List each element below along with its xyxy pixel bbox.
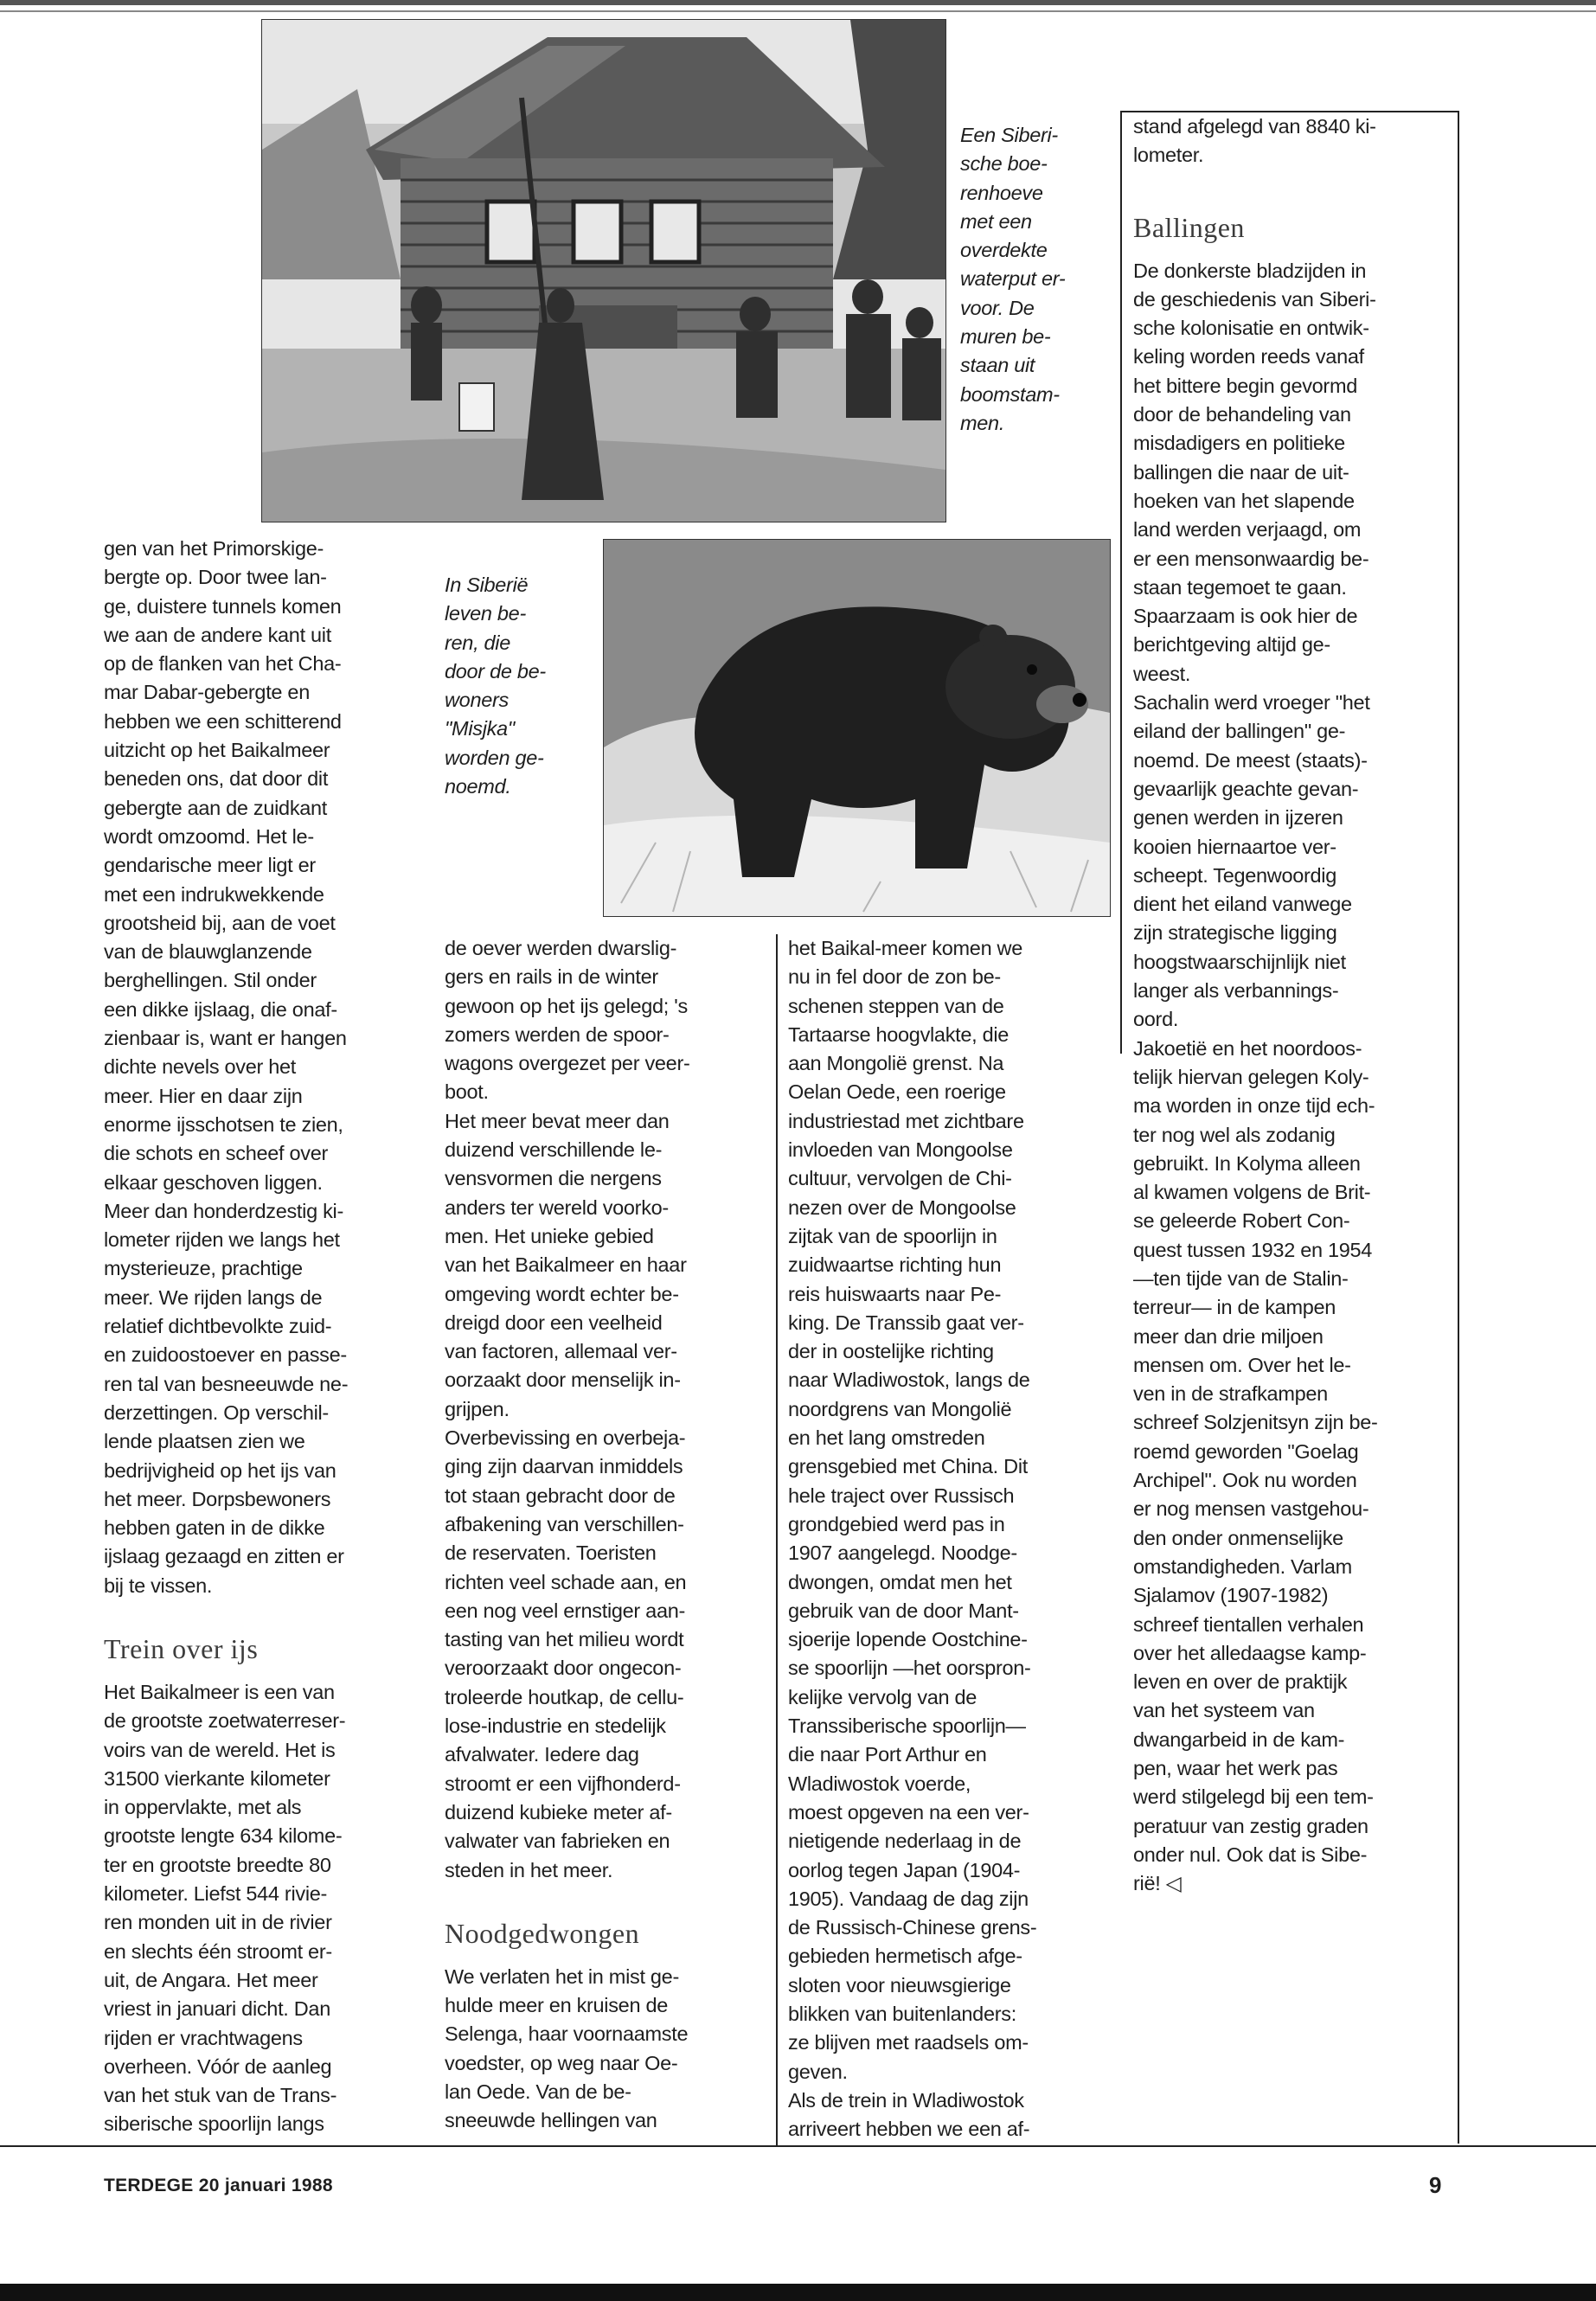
- col1-paragraph-1: gen van het Primorskige- bergte op. Door twee lan- ge, duistere tunnels komen we aan de andere kant uit op de flanken van het Cha- mar Dabar-gebergte en hebben we een schitterend uitzicht op het Baikalmeer beneden ons, dat door dit gebergte aan de zuidkant wordt omzoomd. Het le- gendarische meer ligt er met een indrukwekkende grootsheid bij, aan de voet van de blauwglanzende berghellingen. Stil onder een dikke ijslaag, die onaf- zienbaar is, want er hangen dichte nevels over het meer. Hier en daar zijn enorme ijsschotsen te zien, die schots en scheef over elkaar geschoven liggen. Meer dan honderdzestig ki- lometer rijden we langs het mysterieuze, prachtige meer. We rijden langs de relatief dichtbevolkte zuid- en zuidoostoever en passe- ren tal van besneeuwde ne- derzettingen. Op verschil- lende plaatsen zien we bedrijvigheid op het ijs van het meer. Dorpsbewoners hebben gaten in de dikke ijslaag gezaagd en zitten er bij te vissen.: [104, 537, 349, 1597]
- farmhouse-caption: Een Siberi- sche boe- renhoeve met een overdekte waterput er- voor. De muren be- staan uit boomstam- men.: [960, 124, 1066, 434]
- col1-paragraph-2: Het Baikalmeer is een van de grootste zoetwaterreser- voirs van de wereld. Het is 31500 vierkante kilometer in oppervlakte, met als grootste lengte 634 kilome- ter en grootste breedte 80 kilometer. Liefst 544 rivie- ren monden uit in de rivier en slechts één stroomt er- uit, de Angara. Het meer vriest in januari dicht. Dan rijden er vrachtwagens overheen. Vóór de aanleg van het stuk van de Trans- siberische spoorlijn langs: [104, 1680, 346, 2136]
- col4-paragraph-3: Sachalin werd vroeger "het eiland der ballingen" ge- noemd. De meest (staats)- gevaarlijk geachte gevan- genen werden in ijzeren kooien hiernaartoe ver- scheept. Tegenwoordig dient het eiland vanwege zijn strategische ligging hoogstwaarschijnlijk niet langer als verbannings- oord.: [1133, 691, 1370, 1031]
- col2-paragraph-2: Het meer bevat meer dan duizend verschillende le- vensvormen die nergens anders ter wereld voorko- men. Het unieke gebied van het Baikalmeer en haar omgeving wordt echter be- dreigd door een veelheid van factoren, allemaal ver- oorzaakt door menselijk in- grijpen.: [445, 1109, 687, 1420]
- column-2: [445, 934, 765, 2136]
- bear-photo: [603, 539, 1111, 917]
- farmhouse-illustration: [262, 20, 945, 522]
- column-3: [788, 934, 1112, 2144]
- heading-trein-over-ijs: Trein over ijs: [104, 1632, 259, 1664]
- page-top-edge: [0, 0, 1596, 5]
- col4-paragraph-2: De donkerste bladzijden in de geschiedenis van Siberi- sche kolonisatie en ontwik- keling worden reeds vanaf het bittere begin gevormd door de behandeling van misdadigers en politieke ballingen die naar de uit- hoeken van het slapende land werden verjaagd, om er een mensonwaardig be- staan tegemoet te gaan. Spaarzaam is ook hier de berichtgeving altijd ge- weest.: [1133, 259, 1376, 685]
- bear-illustration: [604, 540, 1110, 916]
- col2-paragraph-1: de oever werden dwarslig- gers en rails in de winter gewoon op het ijs gelegd; 's zomers werden de spoor- wagons overgezet per veer- boot.: [445, 937, 690, 1104]
- col3-paragraph-1: het Baikal-meer komen we nu in fel door de zon be- schenen steppen van de Tartaarse hoogvlakte, die aan Mongolië grenst. Na Oelan Oede, een roerige industriestad met zichtbare invloeden van Mongoolse cultuur, vervolgen de Chi- nezen over de Mongoolse zijtak van de spoorlijn in zuidwaartse richting hun reis huiswaarts naar Pe- king. De Transsib gaat ver- der in oostelijke richting naar Wladiwostok, langs de noordgrens van Mongolië en het lang omstreden grensgebied met China. Dit hele traject over Russisch grondgebied werd pas in 1907 aangelegd. Noodge- dwongen, omdat men het gebruik van de door Mant- sjoerije lopende Oostchine- se spoorlijn —het oorspron- kelijke vervolg van de Transsiberische spoorlijn— die naar Port Arthur en Wladiwostok voerde, moest opgeven na een ver- nietigende nederlaag in de oorlog tegen Japan (1904- 1905). Vandaag de dag zijn de Russisch-Chinese grens- gebieden hermetisch afge- sloten voor nieuwsgierige blikken van buitenlanders: ze blijven met raadsels om- geven.: [788, 937, 1037, 2083]
- col4-paragraph-1: stand afgelegd van 8840 ki- lometer.: [1133, 115, 1376, 167]
- heading-ballingen: Ballingen: [1133, 211, 1245, 243]
- farmhouse-photo: [261, 19, 946, 522]
- column-4: [1133, 112, 1453, 1899]
- footer-publication: TERDEGE 20 januari 1988: [104, 2176, 333, 2195]
- page-bottom-edge: [0, 2284, 1596, 2301]
- column-rule-2-3: [776, 934, 778, 2145]
- col3-paragraph-2: Als de trein in Wladiwostok arriveert hebben we een af-: [788, 2088, 1030, 2141]
- caption-right-rule: [1120, 111, 1122, 1054]
- page-number: 9: [1429, 2172, 1442, 2198]
- heading-noodgedwongen: Noodgedwongen: [445, 1917, 640, 1949]
- top-rule: [0, 10, 1596, 12]
- col4-paragraph-4: Jakoetië en het noordoos- telijk hiervan gelegen Koly- ma worden in onze tijd ech- ter nog wel als zodanig gebruikt. In Kolyma alleen al kwamen volgens de Brit- se geleerde Robert Con- quest tussen 1932 en 1954 —ten tijde van de Stalin- terreur— in de kampen meer dan drie miljoen mensen om. Over het le- ven in de strafkampen schreef Solzjenitsyn zijn be- roemd geworden "Goelag Archipel". Ook nu worden er nog mensen vastgehou- den onder onmenselijke omstandigheden. Varlam Sjalamov (1907-1982) schreef tientallen verhalen over het alledaagse kamp- leven en over de praktijk van het systeem van dwangarbeid in de kam- pen, waar het werk pas werd stilgelegd bij een tem- peratuur van zestig graden onder nul. Ook dat is Sibe- rië! ◁: [1133, 1036, 1378, 1895]
- col2-paragraph-4: We verlaten het in mist ge- hulde meer en kruisen de Selenga, haar voornaamste voedster, op weg naar Oe- lan Oede. Van de be- sneeuwde hellingen van: [445, 1965, 689, 2132]
- column-1: [104, 535, 424, 2139]
- bottom-rule: [0, 2145, 1596, 2147]
- col2-paragraph-3: Overbevissing en overbeja- ging zijn daarvan inmiddels tot staan gebracht door de afbakening van verschillen- de reservaten. Toeristen richten veel schade aan, en een nog veel ernstiger aan- tasting van het milieu wordt veroorzaakt door ongecon- troleerde houtkap, de cellu- lose-industrie en stedelijk afvalwater. Iedere dag stroomt er een vijfhonderd- duizend kubieke meter af- valwater van fabrieken en steden in het meer.: [445, 1426, 687, 1881]
- bear-caption: In Siberië leven be- ren, die door de be- woners "Misjka" worden ge- noemd.: [445, 574, 546, 798]
- frame-right-rule: [1458, 111, 1459, 2144]
